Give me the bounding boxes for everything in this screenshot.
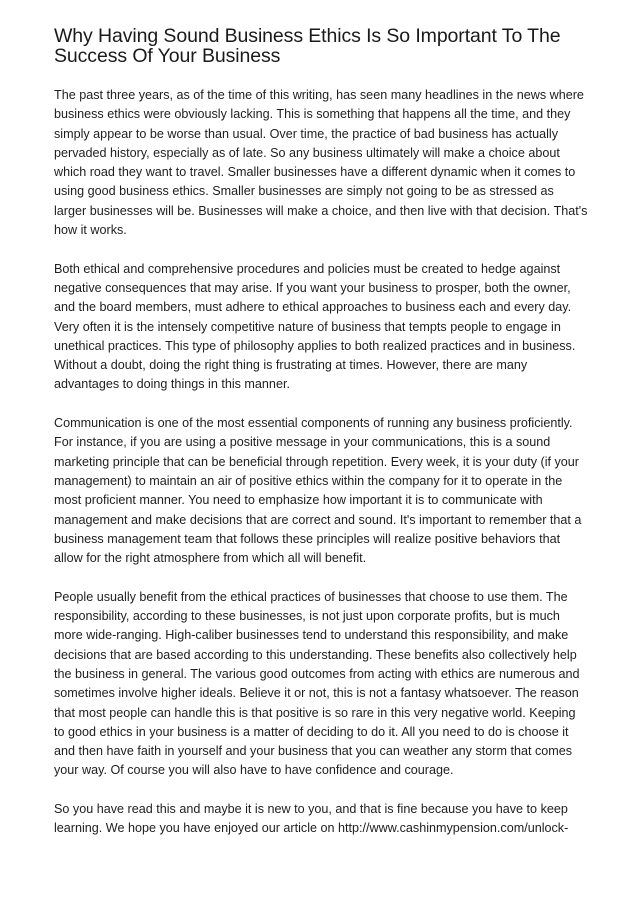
paragraph-1: The past three years, as of the time of this writing, has seen many headlines in the news where business ethics were obviously lacking. This is something that happens all the time, and they simply appear to be worse than usual. Over time, the practice of bad business has actually pervaded history, especially as of late. So any business ultimately will make a choice about which road they want to travel. Smaller businesses have a different dynamic when it comes to using good business ethics. Smaller businesses are simply not going to be as stressed as larger businesses will be. Businesses will make a choice, and then live with that decision. That's how it works. xyxy=(54,88,588,238)
paragraph-5: So you have read this and maybe it is new to you, and that is fine because you have to keep learning. We hope you have enjoyed our article on http://www.cashinmypension.com/unlock- xyxy=(54,801,569,836)
document-page xyxy=(54,26,588,839)
article-title: Why Having Sound Business Ethics Is So Important To The Success Of Your Business xyxy=(54,25,561,67)
paragraph-4: People usually benefit from the ethical practices of businesses that choose to use them. The responsibility, according to these businesses, is not just upon corporate profits, but is much more wide-ranging. High-caliber businesses tend to understand this responsibility, and make decisions that are based according to this understanding. These benefits also collectively help the business in general. The various good outcomes from acting with ethics are numerous and sometimes involve higher ideals. Believe it or not, this is not a fantasy whatsoever. The reason that most people can handle this is that positive is so rare in this very negative world. Keeping to good ethics in your business is a matter of deciding to do it. All you need to do is choose it and then have faith in yourself and your business that you can weather any storm that comes your way. Of course you will also have to have confidence and courage. xyxy=(54,589,580,778)
paragraph-3: Communication is one of the most essential components of running any business proficiently. For instance, if you are using a positive message in your communications, this is a sound marketing principle that can be beneficial through repetition. Every week, it is your duty (if your management) to maintain an air of positive ethics within the company for it to operate in the most proficient manner. You need to emphasize how important it is to communicate with management and make decisions that are correct and sound. It's important to remember that a business management team that follows these principles will realize positive behaviors that allow for the right atmosphere from which all will benefit. xyxy=(54,416,582,566)
paragraph-2: Both ethical and comprehensive procedures and policies must be created to hedge against negative consequences that may arise. If you want your business to prosper, both the owner, and the board members, must adhere to ethical approaches to business each and every day. Very often it is the intensely competitive nature of business that tempts people to engage in unethical practices. This type of philosophy applies to both realized practices and in business. Without a doubt, doing the right thing is frustrating at times. However, there are many advantages to doing things in this manner. xyxy=(54,261,576,392)
